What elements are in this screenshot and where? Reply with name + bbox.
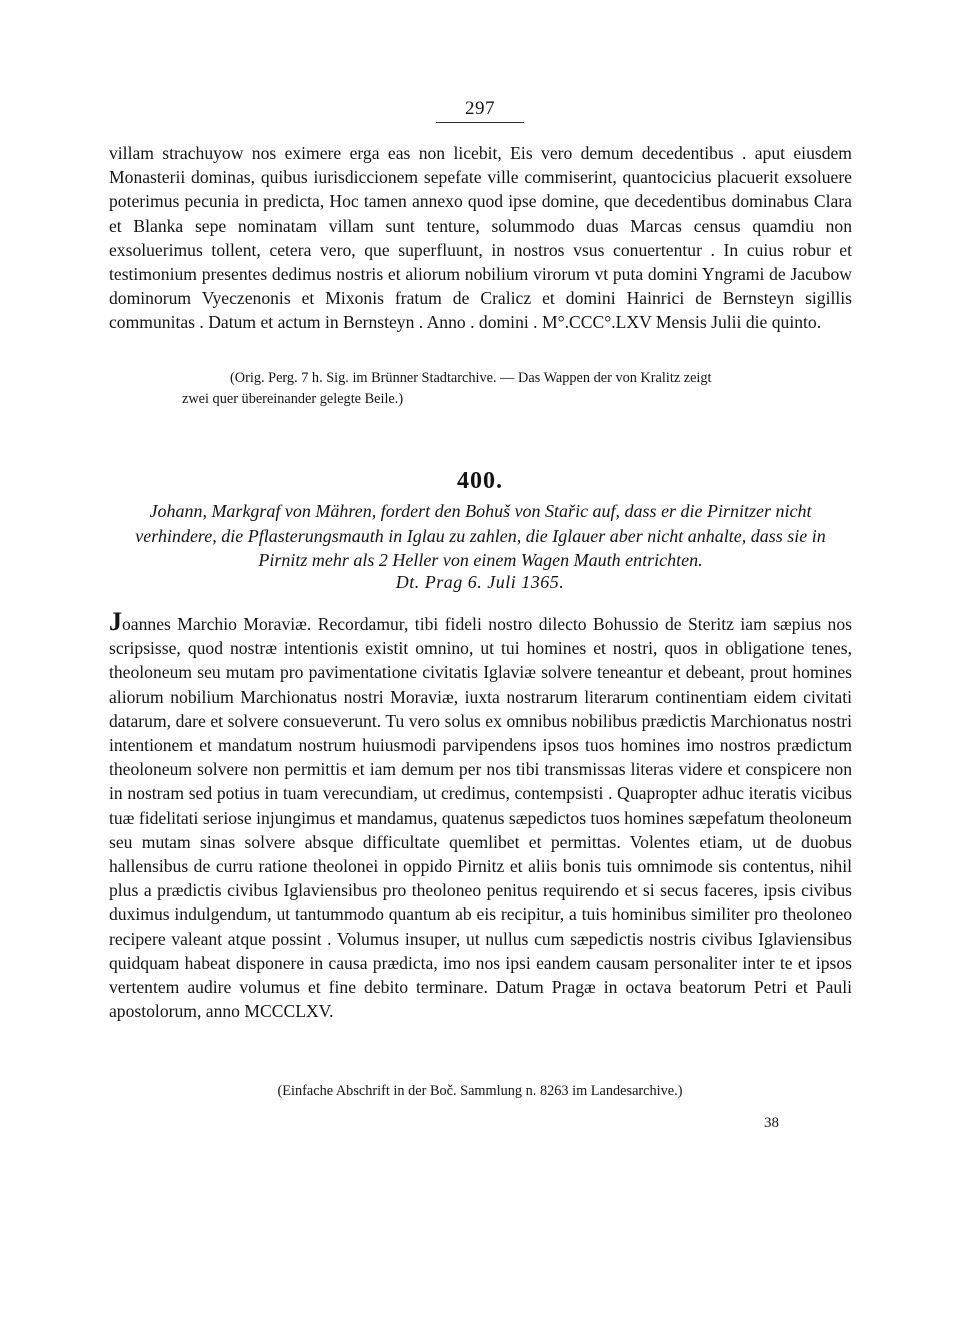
- page-number-rule: [436, 122, 524, 123]
- source-note-original: [182, 368, 860, 410]
- signature-mark: 38: [764, 1115, 779, 1131]
- document-heading: Johann, Markgraf von Mähren, fordert den Bohuš von Stařic auf, dass er die Pirnitzer nicht verhindere, die Pflasterungsmauth in Iglau zu zahlen, die Iglauer aber nicht anhalte, dass sie in Pirnitz mehr als 2 Heller von einem Wagen Mauth entrichten.: [135, 501, 826, 570]
- source-note-line-1: (Orig. Perg. 7 h. Sig. im Brünner Stadtarchive. — Das Wappen der von Kralitz zeigt: [230, 370, 712, 386]
- document-body: [109, 607, 852, 1023]
- initial-letter: J: [109, 607, 122, 636]
- document-number: 400.: [457, 468, 503, 494]
- page-number: 297: [465, 98, 495, 119]
- source-note-copy: (Einfache Abschrift in der Boč. Sammlung n. 8263 im Landesarchive.): [277, 1083, 683, 1099]
- document-date: Dt. Prag 6. Juli 1365.: [395, 572, 565, 592]
- document-text: oannes Marchio Moraviæ. Recordamur, tibi fideli nostro dilecto Bohussio de Steritz iam sæpius nos scripsisse, quod nostræ intentionis existit omnino, ut tui homines et nostri, quos in obligatione tenes, theoloneum seu mutam pro pavimentatione civitatis Iglaviæ solvere teneantur et debeant, prout homines aliorum nobilium Marchionatus nostri Moraviæ, iuxta nostrarum literarum continentiam eidem civitati datarum, dare et solvere consueverunt. Tu vero solus ex omnibus nobilibus prædictis Marchionatus nostri intentionem et mandatum nostrum huiusmodi parvipendens ipsos tuos homines imo nostros prædictum theoloneum solvere non permittis et iam demum per nos tibi transmissas literas videre et conspicere non in nostram sed potius in tuam verecundiam, ut credimus, contempsisti . Quapropter adhuc iteratis vicibus tuæ fidelitati seriose injungimus et mandamus, quatenus sæpedictos tuos homines sæpefatum theoloneum seu mutam sinas solvere absque difficultate quemlibet et permittas. Volentes etiam, ut de duobus hallensibus de curru ratione theolonei in oppido Pirnitz et aliis bonis tuis omnimode sis contentus, nihil plus a prædictis civibus Iglaviensibus pro theoloneo penitus requirendo et si secus faceres, ipsis civibus duximus indulgendum, ut tantummodo quantum ab eis recipitur, a tuis hominibus similiter pro theoloneo recipere valeant atque possint . Volumus insuper, ut nullus cum sæpedictis nostris civibus Iglaviensibus quidquam habeat disponere in causa prædicta, imo nos ipsi eandem causam personaliter inter te et ipsos vertentem audire volumus et fine debito terminare. Datum Pragæ in octava beatorum Petri et Pauli apostolorum, anno MCCCLXV.: [109, 614, 852, 1022]
- source-note-line-2: zwei quer übereinander gelegte Beile.): [182, 391, 404, 407]
- continuation-paragraph: villam strachuyow nos eximere erga eas non licebit, Eis vero demum decedentibus . aput eiusdem Monasterii dominas, quibus iurisdiccionem sepefate ville commiserint, quantocicius placuerit exsoluere poterimus pecunia in predicta, Hoc tamen annexo quod ipse domine, que decedentibus dominabus Clara et Blanka sepe nominatam villam sunt tenture, solummodo duas Marcas census quamdiu non exsoluerimus tollent, cetera vero, que superfluunt, in nostros vsus conuertentur . In cuius robur et testimonium presentes dedimus nostris et aliorum nobilium virorum vt puta domini Yngrami de Jacubow dominorum Vyeczenonis et Mixonis fratum de Cralicz et domini Hainrici de Bernsteyn sigillis communitas . Datum et actum in Bernsteyn . Anno . domini . M°.CCC°.LXV Mensis Julii die quinto.: [109, 143, 852, 333]
